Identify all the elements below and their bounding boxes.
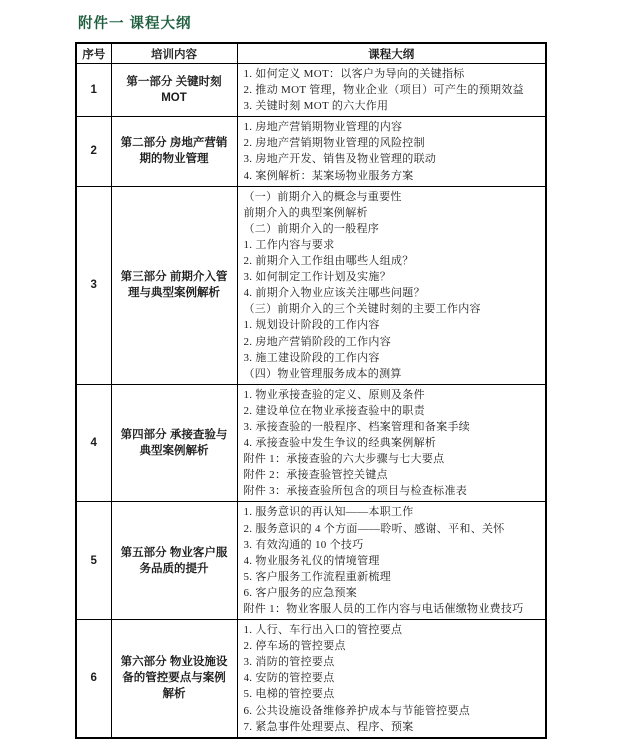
row-topic: 第五部分 物业客户服务品质的提升 [111, 502, 237, 620]
outline-line: 3. 施工建设阶段的工作内容 [243, 351, 380, 364]
table-row [76, 502, 546, 620]
row-number: 6 [76, 620, 111, 738]
outline-line: 4. 安防的管控要点 [243, 672, 335, 685]
course-outline-table [75, 42, 547, 739]
row-topic: 第六部分 物业设施设备的管控要点与案例解析 [111, 620, 237, 738]
row-outline [237, 502, 546, 620]
row-outline [237, 117, 546, 186]
outline-line: 5. 客户服务工作流程重新梳理 [243, 570, 391, 583]
row-number: 1 [76, 64, 111, 117]
outline-line: 6. 客户服务的应急预案 [243, 586, 358, 599]
table-row [76, 64, 546, 117]
row-topic: 第四部分 承接查验与典型案例解析 [111, 384, 237, 502]
outline-line: （二）前期介入的一般程序 [243, 222, 380, 235]
row-topic: 第二部分 房地产营销期的物业管理 [111, 117, 237, 186]
outline-line: 2. 推动 MOT 管理，物业企业（项目）可产生的预期效益 [243, 84, 524, 97]
outline-line: （四）物业管理服务成本的测算 [243, 367, 402, 380]
row-topic: 第一部分 关键时刻 MOT [111, 64, 237, 117]
row-outline [237, 64, 546, 117]
outline-line: 7. 紧急事件处理要点、程序、预案 [243, 720, 414, 733]
outline-line: 3. 如何制定工作计划及实施？ [243, 271, 391, 284]
outline-line: 1. 工作内容与要求 [243, 238, 335, 251]
outline-line: 1. 人行、车行出入口的管控要点 [243, 624, 403, 637]
page-title: 附件一 课程大纲 [78, 16, 192, 32]
outline-line: 3. 有效沟通的 10 个技巧 [243, 538, 364, 551]
outline-line: 附件 1：承接查验的六大步骤与七大要点 [243, 453, 445, 466]
outline-line: 附件 1：物业客服人员的工作内容与电话催缴物业费技巧 [243, 603, 524, 615]
column-header-number: 序号 [76, 43, 111, 64]
outline-line: 4. 案例解析：某案场物业服务方案 [243, 169, 414, 182]
outline-line: 2. 建设单位在物业承接查验中的职责 [243, 404, 425, 417]
outline-line: 1. 房地产营销期物业管理的内容 [243, 121, 403, 134]
outline-line: （三）前期介入的三个关键时刻的主要工作内容 [243, 303, 481, 316]
outline-line: 1. 服务意识的再认知——本职工作 [243, 506, 414, 519]
outline-line: 5. 电梯的管控要点 [243, 688, 335, 701]
table-row [76, 186, 546, 384]
outline-line: 3. 承接查验的一般程序、档案管理和备案手续 [243, 420, 471, 433]
outline-line: 4. 前期介入物业应该关注哪些问题？ [243, 287, 425, 300]
row-outline [237, 620, 546, 738]
outline-line: 2. 前期介入工作组由哪些人组成？ [243, 255, 414, 268]
outline-line: 3. 关键时刻 MOT 的六大作用 [243, 100, 389, 113]
outline-line: 4. 承接查验中发生争议的经典案例解析 [243, 437, 437, 450]
column-header-course-outline: 课程大纲 [237, 43, 546, 64]
row-topic: 第三部分 前期介入管理与典型案例解析 [111, 186, 237, 384]
row-number: 5 [76, 502, 111, 620]
table-row [76, 384, 546, 502]
outline-line: 1. 规划设计阶段的工作内容 [243, 319, 380, 332]
row-number: 2 [76, 117, 111, 186]
outline-line: 3. 消防的管控要点 [243, 656, 335, 669]
outline-line: 1. 物业承接查验的定义、原则及条件 [243, 388, 425, 401]
row-number: 3 [76, 186, 111, 384]
outline-line: 附件 2：承接查验管控关键点 [243, 469, 388, 482]
outline-line: 2. 房地产营销期物业管理的风险控制 [243, 137, 425, 150]
course-table-body [76, 64, 546, 738]
table-header-row [76, 43, 546, 64]
outline-line: 前期介入的典型案例解析 [243, 206, 368, 219]
table-row [76, 117, 546, 186]
table-row [76, 620, 546, 738]
outline-line: 1. 如何定义 MOT：以客户为导向的关键指标 [243, 68, 465, 80]
row-outline [237, 186, 546, 384]
outline-line: 6. 公共设施设备维修养护成本与节能管控要点 [243, 704, 471, 717]
outline-line: 3. 房地产开发、销售及物业管理的联动 [243, 153, 437, 166]
outline-line: 2. 服务意识的 4 个方面——聆听、感谢、平和、关怀 [243, 522, 505, 535]
column-header-training-content: 培训内容 [111, 43, 237, 64]
outline-line: 2. 房地产营销阶段的工作内容 [243, 335, 391, 348]
row-outline [237, 384, 546, 502]
row-number: 4 [76, 384, 111, 502]
outline-line: 2. 停车场的管控要点 [243, 640, 346, 653]
outline-line: 4. 物业服务礼仪的情境管理 [243, 554, 380, 567]
outline-line: （一）前期介入的概念与重要性 [243, 190, 402, 203]
outline-line: 附件 3：承接查验所包含的项目与检查标准表 [243, 485, 468, 498]
